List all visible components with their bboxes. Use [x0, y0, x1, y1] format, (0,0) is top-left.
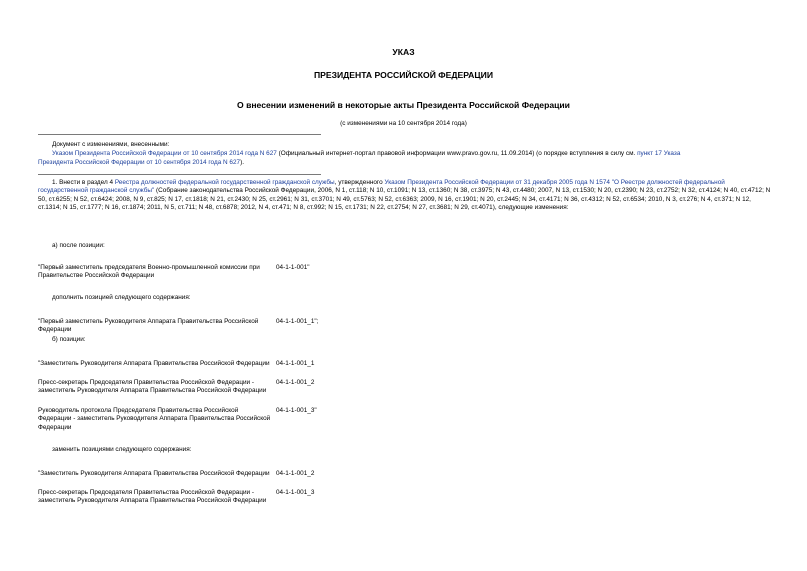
revision-note: (с изменениями на 10 сентября 2014 года): [340, 120, 467, 127]
section-b-row-position: Пресс-секретарь Председателя Правительства Российской Федерации - заместитель Руководителя Аппарата Правительства Российской Федерации: [38, 379, 267, 395]
section-a-add-position: "Первый заместитель Руководителя Аппарата Правительства Российской Федерации: [38, 318, 259, 334]
section-b-new-row-code: 04-1-1-001_2: [276, 470, 315, 477]
section-b-replace-label: заменить позициями следующего содержания:: [52, 446, 192, 453]
changes-line-1: [52, 150, 680, 158]
section-b-row-position: "Заместитель Руководителя Аппарата Правительства Российской Федерации: [38, 360, 270, 367]
registry-link[interactable]: Реестра должностей федеральной государственной гражданской службы: [114, 179, 335, 186]
paragraph-1-lead: 1. Внести в раздел 4: [52, 179, 115, 186]
bottom-divider: [38, 174, 321, 175]
changes-intro: Документ с изменениями, внесенными:: [52, 141, 170, 148]
section-b-row-code: 04-1-1-001_2: [276, 379, 315, 386]
section-a-add-label: дополнить позицией следующего содержания:: [52, 294, 191, 301]
changes-line-end: ).: [240, 159, 244, 166]
decree-note: (Официальный интернет-портал правовой информации www.pravo.gov.ru, 11.09.2014) (о порядке вступления в силу см.: [276, 150, 638, 157]
section-b-row-position: Руководитель протокола Председателя Правительства Российской Федерации - заместитель Руководителя Аппарата Правительства Российской Федерации: [38, 407, 271, 431]
decree-627-link-continued[interactable]: Президента Российской Федерации от 10 сентября 2014 года N 627: [38, 159, 241, 166]
section-a-position: "Первый заместитель председателя Военно-промышленной комиссии при Правительстве Российской Федерации: [38, 264, 260, 280]
section-a-code: 04-1-1-001": [276, 264, 310, 271]
section-b-new-row-position: "Заместитель Руководителя Аппарата Правительства Российской Федерации: [38, 470, 270, 477]
decree-627-link[interactable]: Указом Президента Российской Федерации от 10 сентября 2014 года N 627: [52, 150, 277, 157]
document-title: УКАЗ: [392, 47, 415, 57]
decree-1574-link-continued[interactable]: федеральной государственной гражданской службы": [38, 179, 725, 195]
point-17-link[interactable]: пункт 17 Указа: [637, 150, 681, 157]
changes-line-2: [38, 159, 244, 167]
section-b-row-code: 04-1-1-001_1: [276, 360, 315, 367]
section-a-add-code: 04-1-1-001_1";: [276, 318, 319, 325]
paragraph-1-sources: (Собрание законодательства Российской Федерации, 2006, N 1, ст.118; N 10, ст.1091; N 13, ст.1360; N 38, ст.3975; N 43, ст.4480; 2007, N 13, ст.1530; N 20, ст.2390; N 23, ст.2752; N 32, ст.4124; N 40, ст.4712; N 50, ст.6255; N 52, ст.6424; 2008, N 9, ст.825; N 17, ст.1818; N 21, ст.2430; N 25, ст.2961; N 31, ст.3701; N 49, ст.5763; N 52, ст.6363; 2009, N 16, ст.1901; N 20, ст.2445; N 34, ст.4171; N 36, ст.4312; N 52, ст.6534; 2010, N 3, ст.276; N 4, ст.371; N 12, ст.1314; N 15, ст.1777; N 16, ст.1874; 2011, N 5, ст.711; N 48, ст.6878; 2012, N 4, ст.471; N 8, ст.992; N 15, ст.1731; N 22, ст.2754; N 27, ст.3681; N 29, ст.4071), следующие изменения:: [38, 187, 771, 212]
document-heading: О внесении изменений в некоторые акты Президента Российской Федерации: [237, 100, 570, 110]
section-b-new-row-code: 04-1-1-001_3: [276, 489, 315, 496]
section-b-label: б) позиции:: [52, 336, 86, 343]
decree-1574-link[interactable]: Указом Президента Российской Федерации от 31 декабря 2005 года N 1574 "О Реестре должностей: [384, 179, 683, 186]
paragraph-1: [38, 179, 772, 213]
paragraph-1-mid: , утвержденного: [334, 179, 385, 186]
top-divider: [38, 134, 321, 135]
document-subtitle: ПРЕЗИДЕНТА РОССИЙСКОЙ ФЕДЕРАЦИИ: [313, 70, 494, 80]
section-b-row-code: 04-1-1-001_3": [276, 407, 317, 414]
section-a-label: а) после позиции:: [52, 242, 105, 249]
section-b-new-row-position: Пресс-секретарь Председателя Правительства Российской Федерации - заместитель Руководителя Аппарата Правительства Российской Федерации: [38, 489, 267, 505]
